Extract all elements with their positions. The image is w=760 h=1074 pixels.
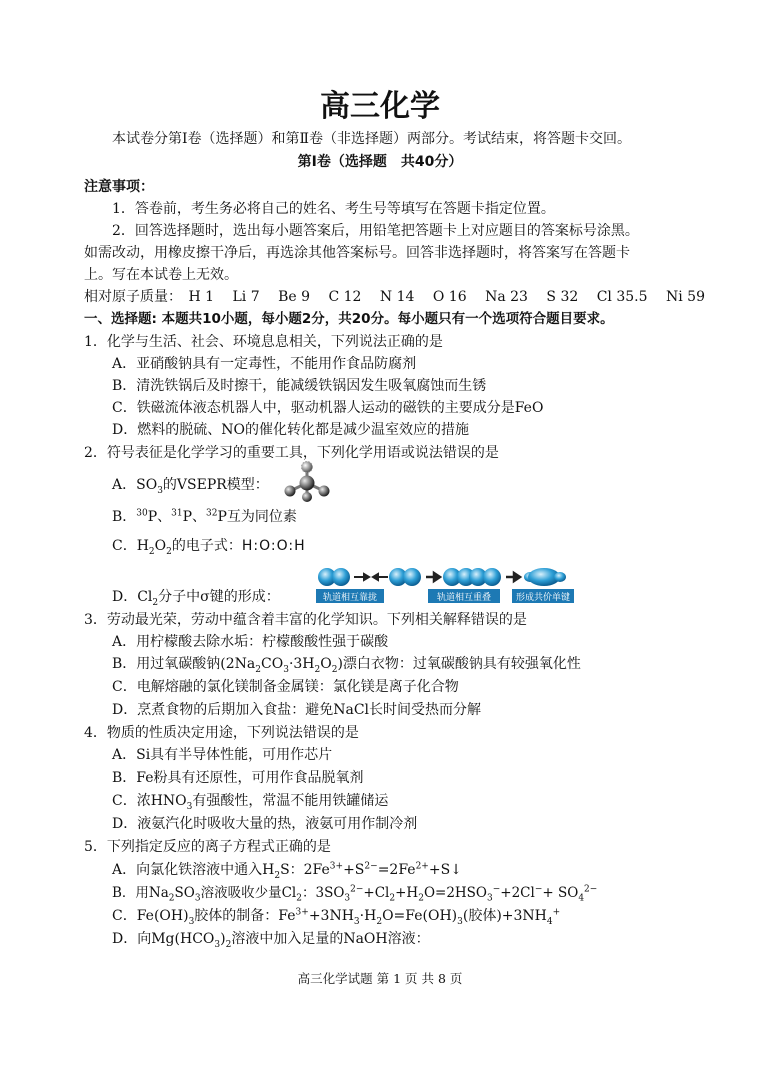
notice-item-2: 2．回答选择题时，选出每小题答案后，用铅笔把答题卡上对应题目的答案标号涂黑。	[112, 223, 639, 239]
notice-item-1: 1．答卷前，考生务必将自己的姓名、考生号等填写在答题卡指定位置。	[112, 201, 555, 217]
part1-heading: 第Ⅰ卷（选择题 共40分）	[297, 154, 463, 170]
notice-item-2-cont: 如需改动，用橡皮擦干净后，再选涂其他答案标号。回答非选择题时，将答案写在答题卡	[84, 245, 630, 261]
atomic-mass-ni: Ni 59	[665, 289, 705, 305]
atomic-mass-li: Li 7	[232, 289, 260, 305]
so3-vsepr-model-image	[282, 459, 332, 503]
atomic-mass-s: S 32	[546, 289, 579, 305]
atomic-mass-cl: Cl 35.5	[596, 289, 648, 305]
atomic-mass-n: N 14	[379, 289, 415, 305]
q5-stem: 5．下列指定反应的离子方程式正确的是	[84, 839, 331, 855]
q2-option-a: A．$SO_3$的VSEPR模型：	[112, 477, 269, 496]
atomic-mass-c: C 12	[328, 289, 362, 305]
q5-option-d: D．向$Mg(HCO_3)_2$溶液中加入足量的NaOH溶液：	[112, 931, 430, 950]
atomic-mass-o: O 16	[432, 289, 467, 305]
q4-option-a: A．Si具有半导体性能，可用作芯片	[112, 747, 333, 763]
q2-option-b: B．$^{30}$P、$^{31}$P、$^{32}$P互为同位素	[112, 508, 297, 525]
notice-label: 注意事项：	[84, 179, 154, 195]
q3-option-b: B．用过氧碳酸钠$(2Na_2CO_3\cdot 3H_2O_2)$漂白衣物：过氧碳酸钠具有较强氧化性	[112, 656, 581, 675]
q1-option-c: C．铁磁流体液态机器人中，驱动机器人运动的磁铁的主要成分是FeO	[112, 400, 544, 416]
atomic-mass-row	[84, 288, 705, 306]
q3-option-d: D．烹煮食物的后期加入食盐：避免NaCl长时间受热而分解	[112, 702, 482, 718]
q1-option-d: D．燃料的脱硫、NO的催化转化都是减少温室效应的措施	[112, 422, 469, 438]
q3-stem: 3．劳动最光荣，劳动中蕴含着丰富的化学知识。下列相关解释错误的是	[84, 612, 527, 628]
q4-option-b: B．Fe粉具有还原性，可用作食品脱氧剂	[112, 770, 364, 786]
h2o2-electron-formula: H:O:O:H	[241, 538, 306, 554]
sigma-step-label-2: 轨道相互重叠	[436, 593, 492, 603]
page-title: 高三化学	[320, 89, 440, 124]
sigma-step-label-3: 形成共价单键	[515, 593, 571, 603]
section1-heading: 一、选择题: 本题共10小题，每小题2分，共20分。每小题只有一个选项符合题目要求。	[84, 311, 614, 327]
atomic-mass-h: H 1	[188, 289, 215, 305]
q5-option-b: B．用$Na_2SO_3$溶液吸收少量$Cl_2$：$3SO_3^{2-}+Cl_2+H_2O=2HSO_3^-+2Cl^-+ SO_4^{2-}$	[112, 884, 598, 904]
q1-option-a: A．亚硝酸钠具有一定毒性，不能用作食品防腐剂	[112, 356, 417, 372]
q4-stem: 4．物质的性质决定用途，下列说法错误的是	[84, 725, 359, 741]
q2-stem: 2．符号表征是化学学习的重要工具，下列化学用语或说法错误的是	[84, 445, 499, 461]
q5-option-c: C．$Fe(OH)_3$胶体的制备：$Fe^{3+}+3NH_3\cdot H_2O=Fe(OH)_3$(胶体)$+3NH_4^+$	[112, 907, 561, 927]
q5-option-a: A．向氯化铁溶液中通入$H_2S$：$2Fe^{3+}+S^{2-}=2Fe^{2+}+S↓$	[112, 861, 462, 881]
q2-option-c: C．$H_2O_2$的电子式：H:O:O:H	[112, 538, 306, 557]
notice-item-2-end: 上。写在本试卷上无效。	[84, 267, 238, 283]
q3-option-c: C．电解熔融的氯化镁制备金属镁：氯化镁是离子化合物	[112, 679, 459, 695]
q1-option-b: B．清洗铁锅后及时擦干，能减缓铁锅因发生吸氧腐蚀而生锈	[112, 378, 487, 394]
intro-text: 本试卷分第Ⅰ卷（选择题）和第Ⅱ卷（非选择题）两部分。考试结束，将答题卡交回。	[112, 131, 632, 147]
atomic-mass-be: Be 9	[278, 289, 311, 305]
page-footer: 高三化学试题 第 1 页 共 8 页	[297, 971, 463, 986]
q2-option-d: D．$Cl_2$分子中σ键的形成：	[112, 589, 280, 608]
q4-option-d: D．液氨汽化时吸收大量的热，液氨可用作制冷剂	[112, 816, 418, 832]
sigma-step-label-1: 轨道相互靠拢	[322, 593, 378, 603]
q3-option-a: A．用柠檬酸去除水垢：柠檬酸酸性强于碳酸	[112, 634, 389, 650]
q1-stem: 1．化学与生活、社会、环境息息相关，下列说法正确的是	[84, 334, 443, 350]
atomic-mass-na: Na 23	[485, 289, 528, 305]
atomic-mass-label: 相对原子质量：	[84, 289, 182, 305]
sigma-bond-formation-image	[316, 565, 574, 607]
q4-option-c: C．浓$HNO_3$有强酸性，常温不能用铁罐储运	[112, 793, 389, 812]
